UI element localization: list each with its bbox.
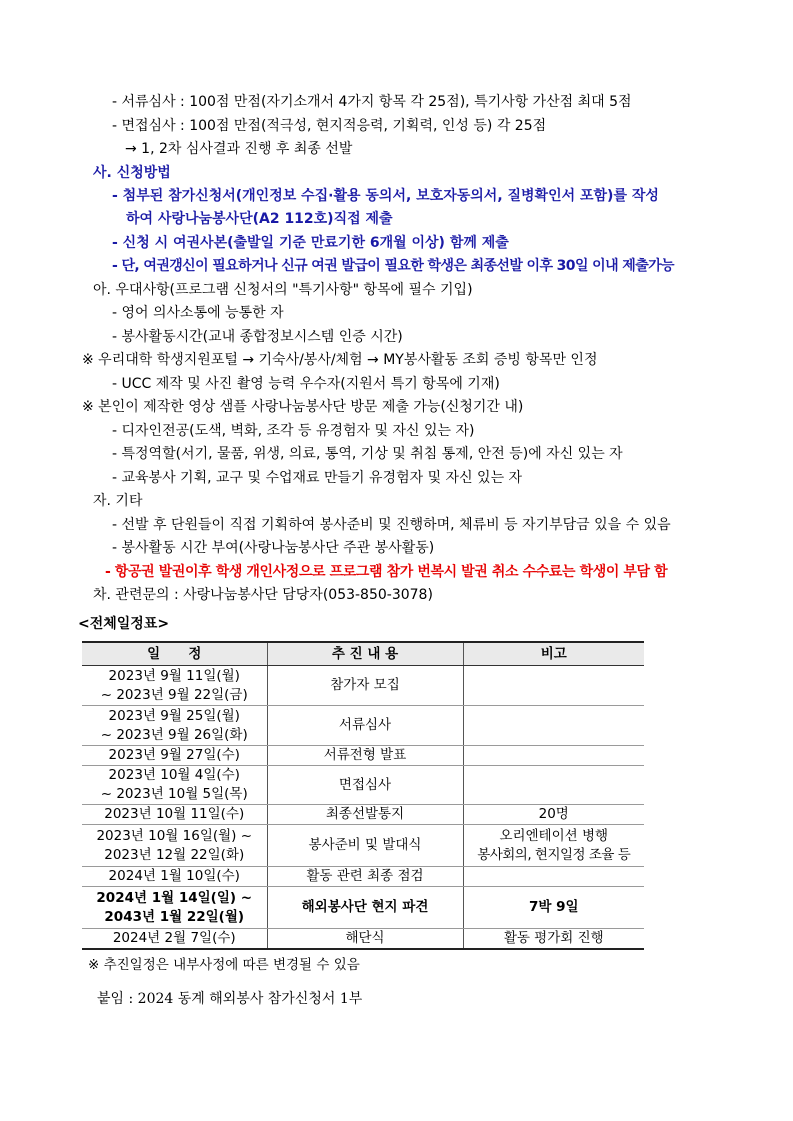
attachment-line: 붙임 : 2024 동계 해외봉사 참가신청서 1부 xyxy=(97,991,363,1007)
section-preference-heading: 아. 우대사항(프로그램 신청서의 "특기사항" 항목에 필수 기입) xyxy=(93,282,473,298)
note-portal-line: ※ 우리대학 학생지원포털 → 기숙사/봉사/체험 → MY봉사활동 조회 증빙 항목만 인정 xyxy=(82,352,598,368)
header-note: 비고 xyxy=(463,642,644,666)
table-row xyxy=(82,825,644,867)
screening-document-line: - 서류심사 : 100점 만점(자기소개서 4가지 항목 각 25점), 특기사항 가산점 최대 5점 xyxy=(112,94,632,110)
table-row xyxy=(82,887,644,929)
preference-ucc-line: - UCC 제작 및 사진 촬영 능력 우수자(지원서 특기 항목에 기재) xyxy=(112,376,500,392)
application-form-line: - 첨부된 참가신청서(개인정보 수집·활용 동의서, 보호자동의서, 질병확인서 포함)를 작성 xyxy=(112,188,659,204)
header-content: 추 진 내 용 xyxy=(267,642,463,666)
note-cell: 활동 평가회 진행 xyxy=(463,929,644,950)
note-cell xyxy=(463,766,644,805)
note-cell: 20명 xyxy=(463,805,644,825)
application-submit-line: 하여 사랑나눔봉사단(A2 112호)직접 제출 xyxy=(126,211,393,227)
date-cell: 2024년 1월 14일(일) ~ 2043년 1월 22일(월) xyxy=(82,887,267,929)
passport-copy-line: - 신청 시 여권사본(출발일 기준 만료기한 6개월 이상) 함께 제출 xyxy=(112,235,509,251)
table-row xyxy=(82,706,644,746)
table-row xyxy=(82,746,644,766)
note-cell xyxy=(463,666,644,706)
content-cell: 해외봉사단 현지 파견 xyxy=(267,887,463,929)
table-row xyxy=(82,805,644,825)
note-cell: 7박 9일 xyxy=(463,887,644,929)
preference-education-line: - 교육봉사 기획, 교구 및 수업재료 만들기 유경험자 및 자신 있는 자 xyxy=(112,470,523,486)
screening-interview-line: - 면접심사 : 100점 만점(적극성, 현지적응력, 기획력, 인성 등) 각 25점 xyxy=(112,118,547,134)
schedule-footnote: ※ 추진일정은 내부사정에 따른 변경될 수 있음 xyxy=(88,957,360,973)
date-cell: 2023년 9월 11일(월) ~ 2023년 9월 22일(금) xyxy=(82,666,267,706)
content-cell: 활동 관련 최종 점검 xyxy=(267,867,463,887)
schedule-header-row xyxy=(82,642,644,666)
date-cell: 2023년 9월 25일(월) ~ 2023년 9월 26일(화) xyxy=(82,706,267,746)
content-cell: 서류심사 xyxy=(267,706,463,746)
content-cell: 서류전형 발표 xyxy=(267,746,463,766)
schedule-title: <전체일정표> xyxy=(78,616,170,632)
other-self-pay-line: - 선발 후 단원들이 직접 기획하여 봉사준비 및 진행하며, 체류비 등 자기부담금 있을 수 있음 xyxy=(112,517,671,533)
preference-english-line: - 영어 의사소통에 능통한 자 xyxy=(112,305,284,321)
date-cell: 2024년 1월 10일(수) xyxy=(82,867,267,887)
date-cell: 2023년 10월 16일(월) ~ 2023년 12월 22일(화) xyxy=(82,825,267,867)
section-contact-line: 차. 관련문의 : 사랑나눔봉사단 담당자(053-850-3078) xyxy=(93,587,433,603)
content-cell: 봉사준비 및 발대식 xyxy=(267,825,463,867)
note-cell xyxy=(463,706,644,746)
content-cell: 면접심사 xyxy=(267,766,463,805)
preference-roles-line: - 특정역할(서기, 물품, 위생, 의료, 통역, 기상 및 취침 통제, 안전 등)에 자신 있는 자 xyxy=(112,446,623,462)
date-cell: 2023년 9월 27일(수) xyxy=(82,746,267,766)
content-cell: 해단식 xyxy=(267,929,463,950)
note-video-sample-line: ※ 본인이 제작한 영상 샘플 사랑나눔봉사단 방문 제출 가능(신청기간 내) xyxy=(82,399,524,415)
note-cell xyxy=(463,867,644,887)
table-row xyxy=(82,929,644,950)
other-cancellation-fee-line: - 항공권 발권이후 학생 개인사정으로 프로그램 참가 번복시 발권 취소 수수료는 학생이 부담 함 xyxy=(105,564,668,580)
final-selection-line: → 1, 2차 심사결과 진행 후 최종 선발 xyxy=(125,141,353,157)
note-cell: 오리엔테이션 병행 봉사회의, 현지일정 조율 등 xyxy=(463,825,644,867)
header-date: 일 정 xyxy=(82,642,267,666)
date-cell: 2023년 10월 4일(수) ~ 2023년 10월 5일(목) xyxy=(82,766,267,805)
preference-volunteer-hours-line: - 봉사활동시간(교내 종합정보시스템 인증 시간) xyxy=(112,329,403,345)
schedule-table xyxy=(82,641,644,950)
preference-design-line: - 디자인전공(도색, 벽화, 조각 등 유경험자 및 자신 있는 자) xyxy=(112,423,475,439)
date-cell: 2024년 2월 7일(수) xyxy=(82,929,267,950)
other-hours-line: - 봉사활동 시간 부여(사랑나눔봉사단 주관 봉사활동) xyxy=(112,540,435,556)
content-cell: 최종선발통지 xyxy=(267,805,463,825)
content-cell: 참가자 모집 xyxy=(267,666,463,706)
note-cell xyxy=(463,746,644,766)
passport-renewal-line: - 단, 여권갱신이 필요하거나 신규 여권 발급이 필요한 학생은 최종선발 이후 30일 이내 제출가능 xyxy=(112,258,674,274)
table-row xyxy=(82,666,644,706)
section-other-heading: 자. 기타 xyxy=(93,493,143,509)
table-row xyxy=(82,766,644,805)
table-row xyxy=(82,867,644,887)
section-application-heading: 사. 신청방법 xyxy=(93,165,171,181)
date-cell: 2023년 10월 11일(수) xyxy=(82,805,267,825)
